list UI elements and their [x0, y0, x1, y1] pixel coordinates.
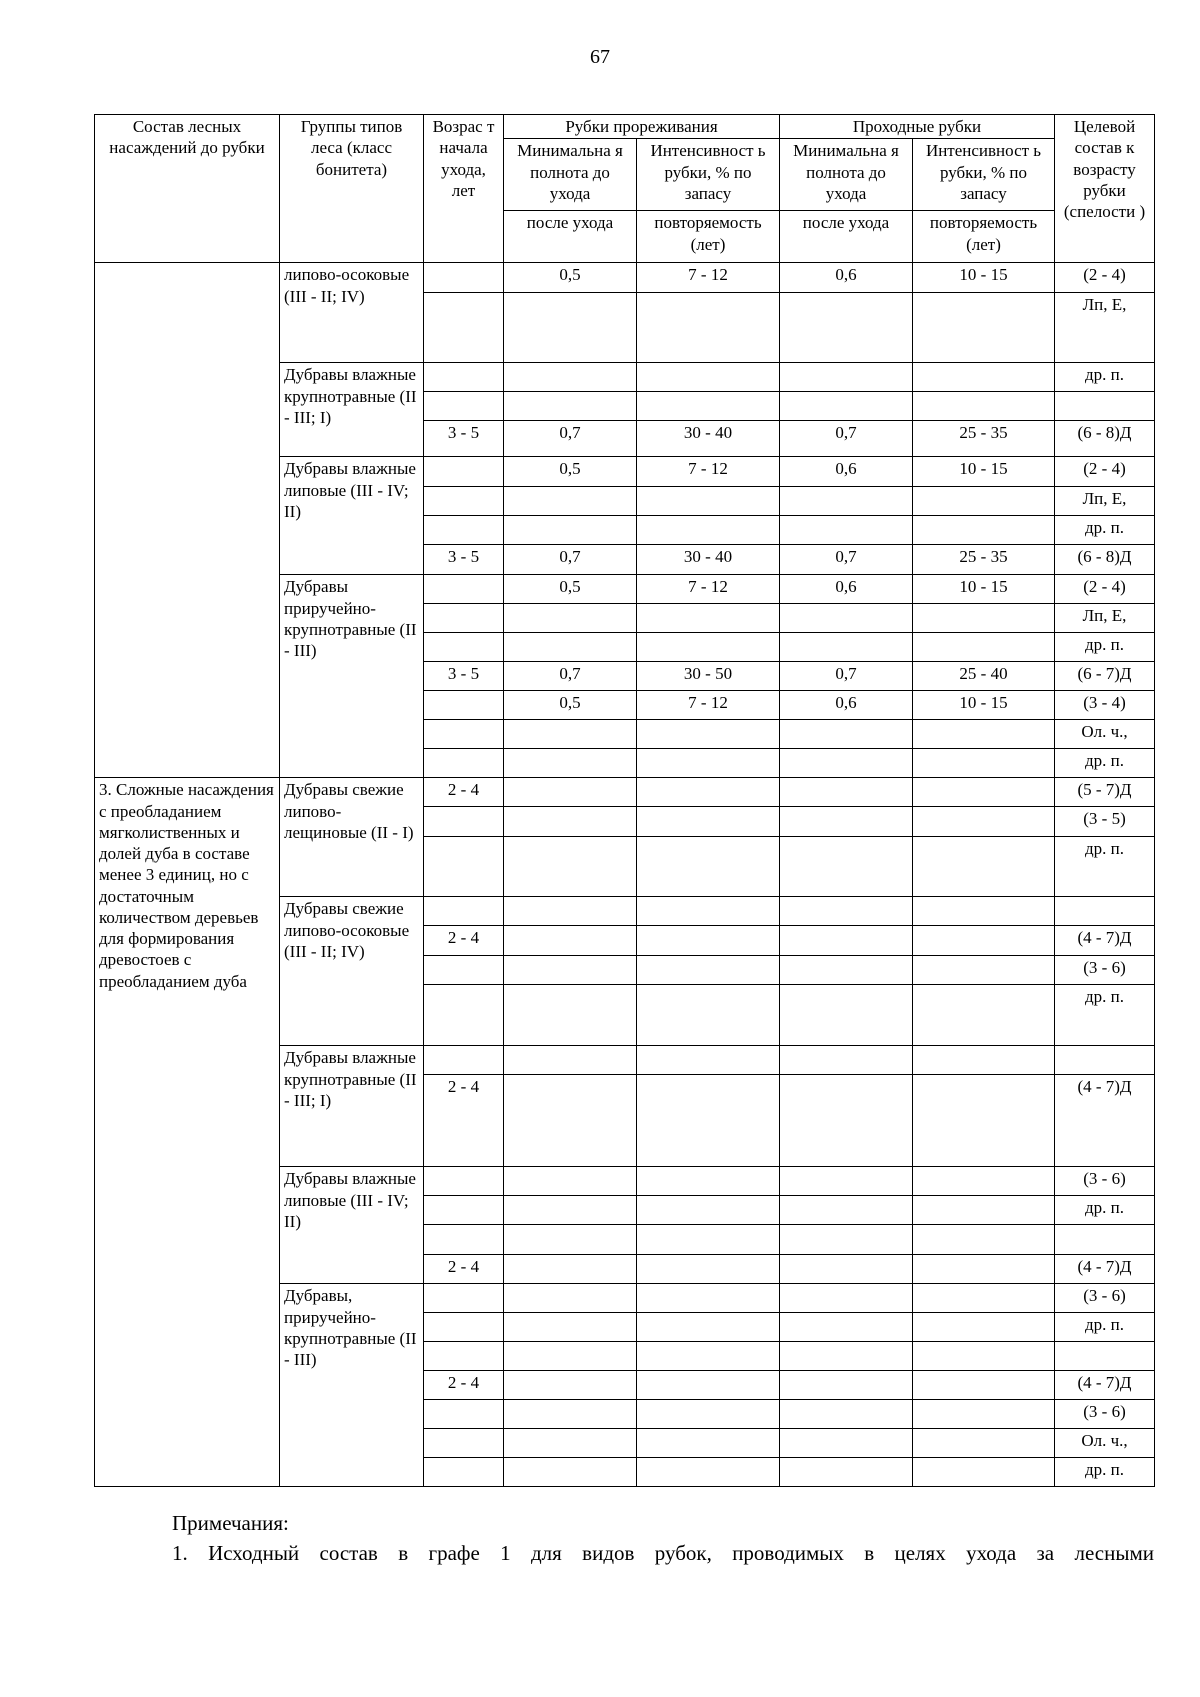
cell-thinning-intensity — [637, 1046, 780, 1075]
cell-passage-min-density — [780, 604, 913, 633]
cell-start-age: 2 - 4 — [424, 1371, 504, 1400]
cell-thinning-min-density: 0,5 — [504, 691, 637, 720]
cell-passage-intensity — [913, 807, 1055, 837]
cell-target-composition: Лп, Е, — [1055, 604, 1155, 633]
forest-type-g7: Дубравы влажные крупнотравные (II - III; I) — [280, 1046, 424, 1167]
cell-thinning-intensity — [637, 1429, 780, 1458]
cell-passage-intensity — [913, 1342, 1055, 1371]
cell-thinning-min-density — [504, 604, 637, 633]
cell-passage-min-density: 0,6 — [780, 457, 913, 487]
header-target-composition: Целевой состав к возрасту рубки (спелости ) — [1055, 115, 1155, 263]
cell-start-age — [424, 1313, 504, 1342]
note-1: 1. Исходный состав в графе 1 для видов рубок, проводимых в целях ухода за лесными — [172, 1541, 1154, 1566]
cell-passage-intensity — [913, 956, 1055, 985]
cell-thinning-min-density — [504, 1458, 637, 1487]
cell-thinning-min-density — [504, 487, 637, 516]
cell-target-composition: (4 - 7)Д — [1055, 1075, 1155, 1167]
cell-target-composition: (3 - 5) — [1055, 807, 1155, 837]
cell-passage-intensity — [913, 1458, 1055, 1487]
cell-thinning-intensity — [637, 926, 780, 956]
cell-passage-min-density — [780, 956, 913, 985]
cell-target-composition: (6 - 8)Д — [1055, 421, 1155, 457]
cell-thinning-min-density: 0,7 — [504, 421, 637, 457]
cell-start-age — [424, 516, 504, 545]
cell-passage-min-density — [780, 1313, 913, 1342]
cell-thinning-intensity — [637, 956, 780, 985]
table-row — [95, 778, 1155, 807]
cell-thinning-min-density — [504, 926, 637, 956]
header-thinning: Рубки прореживания — [504, 115, 780, 139]
cell-passage-min-density — [780, 1075, 913, 1167]
cell-start-age — [424, 749, 504, 778]
cell-start-age — [424, 457, 504, 487]
notes — [172, 1508, 1154, 1569]
cell-thinning-min-density — [504, 1429, 637, 1458]
cell-target-composition — [1055, 1225, 1155, 1255]
cell-thinning-intensity: 30 - 40 — [637, 545, 780, 575]
cell-thinning-intensity — [637, 516, 780, 545]
cell-target-composition: (3 - 4) — [1055, 691, 1155, 720]
cell-passage-min-density — [780, 1284, 913, 1313]
cell-target-composition: Лп, Е, — [1055, 487, 1155, 516]
cell-passage-intensity — [913, 293, 1055, 363]
cell-start-age — [424, 1458, 504, 1487]
cell-passage-intensity — [913, 749, 1055, 778]
header-intensity: Интенсивност ь рубки, % по запасу — [637, 139, 780, 211]
cell-target-composition — [1055, 1342, 1155, 1371]
cell-passage-intensity: 10 - 15 — [913, 691, 1055, 720]
cell-target-composition: (4 - 7)Д — [1055, 1371, 1155, 1400]
cell-passage-intensity — [913, 720, 1055, 749]
cell-target-composition: (2 - 4) — [1055, 263, 1155, 293]
thinning-regime-table — [94, 114, 1155, 1487]
cell-passage-min-density — [780, 1458, 913, 1487]
cell-start-age: 3 - 5 — [424, 421, 504, 457]
cell-passage-min-density — [780, 1196, 913, 1225]
cell-thinning-intensity — [637, 1342, 780, 1371]
cell-passage-intensity — [913, 363, 1055, 392]
cell-start-age — [424, 293, 504, 363]
cell-thinning-intensity: 30 - 50 — [637, 662, 780, 691]
cell-target-composition: (6 - 8)Д — [1055, 545, 1155, 575]
cell-thinning-intensity — [637, 1196, 780, 1225]
cell-passage-min-density: 0,7 — [780, 421, 913, 457]
cell-passage-min-density — [780, 1167, 913, 1196]
cell-thinning-min-density — [504, 1075, 637, 1167]
cell-thinning-intensity — [637, 363, 780, 392]
cell-thinning-min-density — [504, 1225, 637, 1255]
cell-target-composition: (2 - 4) — [1055, 575, 1155, 604]
cell-thinning-intensity — [637, 633, 780, 662]
cell-start-age — [424, 487, 504, 516]
cell-target-composition: др. п. — [1055, 985, 1155, 1046]
cell-passage-intensity — [913, 487, 1055, 516]
cell-passage-min-density — [780, 363, 913, 392]
cell-target-composition: др. п. — [1055, 363, 1155, 392]
cell-thinning-intensity — [637, 1313, 780, 1342]
cell-passage-min-density — [780, 1046, 913, 1075]
cell-passage-intensity — [913, 1255, 1055, 1284]
forest-type-g9: Дубравы, приручейно-крупнотравные (II - III) — [280, 1284, 424, 1487]
cell-start-age: 2 - 4 — [424, 1075, 504, 1167]
cell-target-composition: (4 - 7)Д — [1055, 1255, 1155, 1284]
cell-thinning-min-density — [504, 749, 637, 778]
cell-passage-intensity — [913, 604, 1055, 633]
cell-passage-min-density: 0,7 — [780, 662, 913, 691]
cell-thinning-min-density: 0,5 — [504, 263, 637, 293]
cell-thinning-min-density: 0,5 — [504, 457, 637, 487]
cell-passage-intensity — [913, 392, 1055, 421]
cell-thinning-intensity — [637, 1458, 780, 1487]
cell-thinning-intensity — [637, 720, 780, 749]
cell-start-age: 2 - 4 — [424, 1255, 504, 1284]
cell-start-age — [424, 363, 504, 392]
cell-passage-min-density — [780, 985, 913, 1046]
cell-passage-intensity — [913, 1400, 1055, 1429]
cell-target-composition: (3 - 6) — [1055, 1400, 1155, 1429]
cell-passage-intensity — [913, 633, 1055, 662]
cell-thinning-intensity: 7 - 12 — [637, 575, 780, 604]
cell-passage-intensity — [913, 926, 1055, 956]
cell-thinning-intensity — [637, 1284, 780, 1313]
cell-thinning-min-density — [504, 293, 637, 363]
cell-start-age — [424, 392, 504, 421]
cell-thinning-intensity — [637, 604, 780, 633]
cell-thinning-min-density — [504, 392, 637, 421]
notes-title: Примечания: — [172, 1511, 289, 1535]
cell-thinning-min-density — [504, 1371, 637, 1400]
cell-passage-min-density — [780, 720, 913, 749]
cell-thinning-intensity — [637, 837, 780, 897]
cell-passage-intensity — [913, 1046, 1055, 1075]
cell-thinning-intensity — [637, 1167, 780, 1196]
cell-start-age — [424, 1167, 504, 1196]
cell-thinning-intensity — [637, 807, 780, 837]
cell-passage-min-density — [780, 1225, 913, 1255]
cell-thinning-min-density — [504, 1313, 637, 1342]
cell-passage-intensity — [913, 1075, 1055, 1167]
cell-thinning-intensity — [637, 487, 780, 516]
cell-start-age — [424, 1046, 504, 1075]
cell-target-composition: др. п. — [1055, 1313, 1155, 1342]
cell-passage-intensity — [913, 1284, 1055, 1313]
cell-start-age — [424, 691, 504, 720]
cell-start-age — [424, 604, 504, 633]
cell-thinning-intensity — [637, 1255, 780, 1284]
cell-start-age — [424, 807, 504, 837]
cell-thinning-min-density — [504, 720, 637, 749]
cell-start-age — [424, 837, 504, 897]
cell-thinning-intensity — [637, 392, 780, 421]
cell-thinning-min-density — [504, 1196, 637, 1225]
cell-passage-min-density — [780, 1342, 913, 1371]
forest-type-g4: Дубравы приручейно-крупнотравные (II - III) — [280, 575, 424, 778]
cell-target-composition: др. п. — [1055, 516, 1155, 545]
cell-thinning-intensity — [637, 1371, 780, 1400]
cell-passage-min-density — [780, 778, 913, 807]
cell-passage-min-density: 0,6 — [780, 263, 913, 293]
cell-target-composition: (2 - 4) — [1055, 457, 1155, 487]
cell-thinning-intensity — [637, 1075, 780, 1167]
cell-start-age — [424, 1400, 504, 1429]
composition-cell-continued — [95, 263, 280, 778]
header-start-age: Возрас т начала ухода, лет — [424, 115, 504, 263]
cell-target-composition: (3 - 6) — [1055, 956, 1155, 985]
cell-thinning-min-density — [504, 1342, 637, 1371]
table-body — [95, 263, 1155, 1487]
cell-passage-intensity — [913, 1313, 1055, 1342]
cell-passage-intensity — [913, 1371, 1055, 1400]
cell-start-age: 2 - 4 — [424, 926, 504, 956]
cell-thinning-min-density — [504, 956, 637, 985]
cell-passage-intensity — [913, 1196, 1055, 1225]
cell-passage-intensity — [913, 1225, 1055, 1255]
cell-passage-min-density — [780, 1255, 913, 1284]
cell-thinning-min-density — [504, 1046, 637, 1075]
cell-start-age — [424, 263, 504, 293]
cell-start-age — [424, 1429, 504, 1458]
cell-passage-intensity: 25 - 40 — [913, 662, 1055, 691]
cell-thinning-intensity: 7 - 12 — [637, 263, 780, 293]
cell-start-age — [424, 1284, 504, 1313]
header-min-density-2: Минимальна я полнота до ухода — [780, 139, 913, 211]
header-passage-cutting: Проходные рубки — [780, 115, 1055, 139]
cell-target-composition: (6 - 7)Д — [1055, 662, 1155, 691]
header-repeat: повторяемость (лет) — [637, 211, 780, 263]
cell-passage-intensity: 25 - 35 — [913, 421, 1055, 457]
cell-passage-min-density — [780, 807, 913, 837]
forest-type-g3: Дубравы влажные липовые (III - IV; II) — [280, 457, 424, 575]
cell-target-composition: др. п. — [1055, 633, 1155, 662]
cell-passage-min-density — [780, 293, 913, 363]
composition-group-3: 3. Сложные насаждения с преобладанием мягколиственных и долей дуба в составе менее 3 единиц, но с достаточным количеством деревьев для формирования древостоев с преобладанием дуба — [95, 778, 280, 1487]
header-min-density: Минимальна я полнота до ухода — [504, 139, 637, 211]
header-after-care-2: после ухода — [780, 211, 913, 263]
forest-type-g6: Дубравы свежие липово-осоковые (III - II; IV) — [280, 897, 424, 1046]
cell-start-age — [424, 985, 504, 1046]
cell-passage-min-density — [780, 1400, 913, 1429]
cell-thinning-intensity — [637, 1400, 780, 1429]
cell-target-composition: др. п. — [1055, 749, 1155, 778]
cell-passage-min-density — [780, 926, 913, 956]
header-forest-type-groups: Группы типов леса (класс бонитета) — [280, 115, 424, 263]
cell-passage-intensity: 10 - 15 — [913, 457, 1055, 487]
cell-thinning-intensity — [637, 985, 780, 1046]
cell-passage-min-density: 0,7 — [780, 545, 913, 575]
cell-thinning-min-density — [504, 897, 637, 926]
cell-thinning-min-density: 0,7 — [504, 662, 637, 691]
cell-start-age — [424, 633, 504, 662]
cell-thinning-intensity: 7 - 12 — [637, 457, 780, 487]
page-number: 67 — [590, 46, 610, 68]
cell-passage-min-density — [780, 487, 913, 516]
cell-thinning-min-density — [504, 363, 637, 392]
cell-target-composition: (5 - 7)Д — [1055, 778, 1155, 807]
cell-thinning-min-density — [504, 778, 637, 807]
cell-target-composition: (3 - 6) — [1055, 1167, 1155, 1196]
cell-thinning-intensity — [637, 293, 780, 363]
cell-thinning-intensity: 7 - 12 — [637, 691, 780, 720]
cell-start-age: 3 - 5 — [424, 662, 504, 691]
cell-target-composition: др. п. — [1055, 1196, 1155, 1225]
cell-start-age: 2 - 4 — [424, 778, 504, 807]
cell-passage-intensity — [913, 1429, 1055, 1458]
cell-start-age — [424, 720, 504, 749]
cell-target-composition: др. п. — [1055, 837, 1155, 897]
cell-target-composition — [1055, 1046, 1155, 1075]
cell-target-composition: (3 - 6) — [1055, 1284, 1155, 1313]
cell-passage-min-density: 0,6 — [780, 691, 913, 720]
cell-thinning-min-density: 0,7 — [504, 545, 637, 575]
cell-passage-intensity: 25 - 35 — [913, 545, 1055, 575]
cell-passage-intensity — [913, 516, 1055, 545]
forest-type-g8: Дубравы влажные липовые (III - IV; II) — [280, 1167, 424, 1284]
cell-passage-intensity — [913, 985, 1055, 1046]
cell-start-age — [424, 897, 504, 926]
cell-passage-min-density — [780, 837, 913, 897]
header-forest-composition: Состав лесных насаждений до рубки — [95, 115, 280, 263]
cell-passage-intensity: 10 - 15 — [913, 263, 1055, 293]
cell-target-composition — [1055, 392, 1155, 421]
cell-passage-intensity: 10 - 15 — [913, 575, 1055, 604]
cell-start-age — [424, 1225, 504, 1255]
cell-thinning-min-density — [504, 807, 637, 837]
cell-target-composition: Ол. ч., — [1055, 1429, 1155, 1458]
cell-thinning-min-density — [504, 985, 637, 1046]
cell-start-age — [424, 1342, 504, 1371]
cell-target-composition: др. п. — [1055, 1458, 1155, 1487]
cell-thinning-min-density — [504, 633, 637, 662]
cell-thinning-min-density — [504, 1167, 637, 1196]
cell-start-age — [424, 575, 504, 604]
cell-thinning-min-density: 0,5 — [504, 575, 637, 604]
cell-passage-min-density: 0,6 — [780, 575, 913, 604]
cell-target-composition — [1055, 897, 1155, 926]
cell-passage-min-density — [780, 897, 913, 926]
header-repeat-2: повторяемость (лет) — [913, 211, 1055, 263]
cell-passage-min-density — [780, 633, 913, 662]
forest-type-g2: Дубравы влажные крупнотравные (II - III; I) — [280, 363, 424, 457]
cell-passage-intensity — [913, 1167, 1055, 1196]
cell-passage-intensity — [913, 897, 1055, 926]
table-row — [95, 263, 1155, 293]
cell-thinning-min-density — [504, 1400, 637, 1429]
header-intensity-2: Интенсивност ь рубки, % по запасу — [913, 139, 1055, 211]
cell-target-composition: Лп, Е, — [1055, 293, 1155, 363]
cell-passage-intensity — [913, 837, 1055, 897]
cell-passage-min-density — [780, 1371, 913, 1400]
cell-start-age — [424, 1196, 504, 1225]
cell-thinning-min-density — [504, 1284, 637, 1313]
cell-thinning-intensity — [637, 1225, 780, 1255]
cell-passage-intensity — [913, 778, 1055, 807]
cell-passage-min-density — [780, 392, 913, 421]
cell-target-composition: (4 - 7)Д — [1055, 926, 1155, 956]
cell-thinning-min-density — [504, 516, 637, 545]
cell-thinning-intensity — [637, 897, 780, 926]
header-after-care: после ухода — [504, 211, 637, 263]
forest-type-g1: липово-осоковые (III - II; IV) — [280, 263, 424, 363]
cell-passage-min-density — [780, 1429, 913, 1458]
cell-thinning-intensity — [637, 778, 780, 807]
cell-passage-min-density — [780, 516, 913, 545]
cell-thinning-intensity — [637, 749, 780, 778]
forest-type-g5: Дубравы свежие липово-лещиновые (II - I) — [280, 778, 424, 897]
cell-start-age: 3 - 5 — [424, 545, 504, 575]
cell-thinning-intensity: 30 - 40 — [637, 421, 780, 457]
cell-thinning-min-density — [504, 1255, 637, 1284]
cell-passage-min-density — [780, 749, 913, 778]
cell-start-age — [424, 956, 504, 985]
cell-thinning-min-density — [504, 837, 637, 897]
cell-target-composition: Ол. ч., — [1055, 720, 1155, 749]
